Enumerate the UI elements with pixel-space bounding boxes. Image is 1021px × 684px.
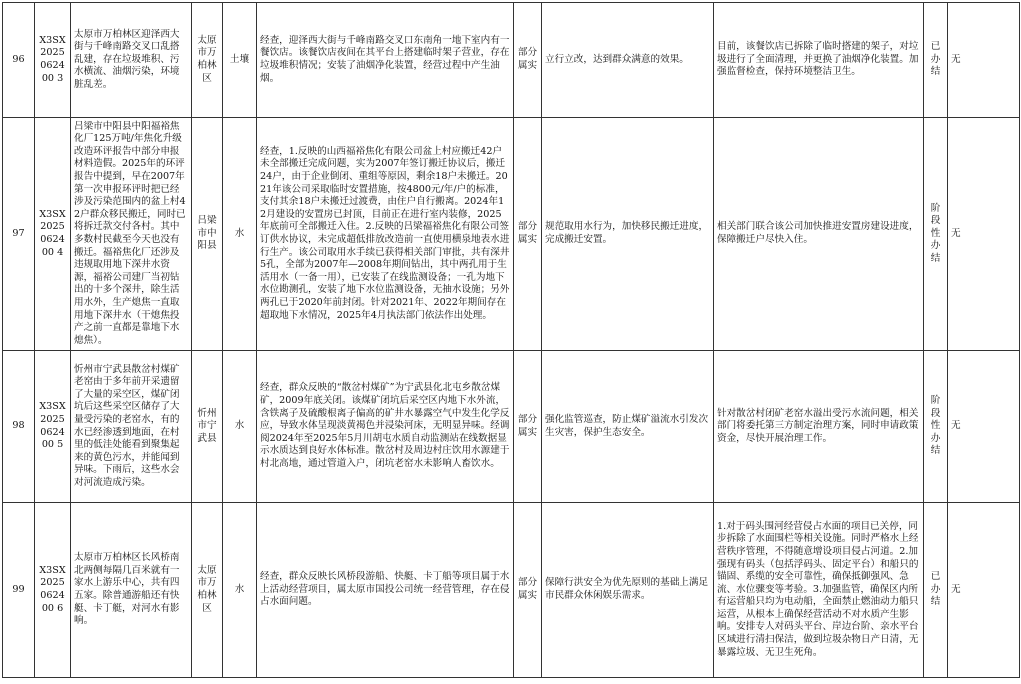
investigation-findings: 经查，迎泽西大街与千峰南路交叉口东南角一地下室内有一餐饮店。该餐饮店夜间在其平台上搭建临时架子营业，存在垃圾堆积情况；安装了油烟净化装置，经营过程中产生油烟。 bbox=[257, 3, 514, 118]
case-code: X3SX2025062400 6 bbox=[35, 503, 71, 678]
handling-status: 已办结 bbox=[924, 503, 948, 678]
row-number: 97 bbox=[3, 118, 35, 351]
rectification-goal: 强化监管巡查，防止煤矿溢流水引发次生灾害，保护生态安全。 bbox=[542, 351, 714, 503]
rectification-goal: 立行立改，达到群众满意的效果。 bbox=[542, 3, 714, 118]
complaint-content: 吕梁市中阳县中阳福裕焦化厂125万吨/年焦化升级改造环评报告中部分申报材料造假。2025年的环评报告中提到，早在2007年第一次申报环评时把已经涉及污染范围内的盆上村42户群众移民搬迁，同时已将拆迁款交付各村。其中多数村民截至今天也没有搬迁。福裕焦化厂还涉及违规取用地下深井水资源，福裕公司建厂当初钻出的十多个深井，除生活用水外，生产熄焦一直取用地下深井水（干熄焦投产之前一直都是靠地下水熄焦）。 bbox=[71, 118, 192, 351]
accountability: 无 bbox=[948, 118, 1020, 351]
case-code: X3SX2025062400 5 bbox=[35, 351, 71, 503]
pollution-type: 水 bbox=[223, 503, 257, 678]
case-code: X3SX2025062400 4 bbox=[35, 118, 71, 351]
case-code: X3SX2025062400 3 bbox=[35, 3, 71, 118]
table-row bbox=[3, 3, 1020, 118]
pollution-type: 水 bbox=[223, 118, 257, 351]
verification-result: 部分属实 bbox=[514, 118, 542, 351]
accountability: 无 bbox=[948, 3, 1020, 118]
complaint-content: 忻州市宁武县散岔村煤矿老窑由于多年前开采遗留了大量的采空区，煤矿闭坑后这些采空区储存了大量受污染的老窑水，有的水已经渗透到地面，在村里的低洼处能看到聚集起来的黄色污水，并能闻到异味。下雨后，这些水会对河流造成污染。 bbox=[71, 351, 192, 503]
table-row bbox=[3, 503, 1020, 678]
rectification-progress: 相关部门联合该公司加快推进安置房建设进度，保障搬迁户尽快入住。 bbox=[714, 118, 924, 351]
handling-status: 阶段性办结 bbox=[924, 351, 948, 503]
administrative-area: 忻州市宁武县 bbox=[192, 351, 223, 503]
rectification-goal: 规范取用水行为，加快移民搬迁进度，完成搬迁安置。 bbox=[542, 118, 714, 351]
accountability: 无 bbox=[948, 503, 1020, 678]
handling-status: 阶段性办结 bbox=[924, 118, 948, 351]
row-number: 98 bbox=[3, 351, 35, 503]
investigation-findings: 经查，1.反映的山西福裕焦化有限公司盆上村应搬迁42户未全部搬迁完成问题，实为2007年签订搬迁协议后，搬迁24户，由于企业倒闭、重组等原因，剩余18户未搬迁。2021年该公司采取临时安置措施，按4800元/年/户的标准，支付其余18户未搬迁过渡费，由住户自行搬离。2024年12月建设的安置房已封顶，目前正在进行室内装修，2025年底前可全部搬迁入住。2.反映的吕梁福裕焦化有限公司签订供水协议，未完成超低排放改造前一直使用横泉地表水进行生产。该公司取用水手续已获得相关部门审批，共有深井5孔，全部为2007年—2008年期间钻出，其中两孔用于生活用水（一备一用），已安装了在线监测设备；一孔为地下水位勘测孔，安装了地下水位监测设备，无抽水设施；另外两孔已于2020年前封闭。针对2021年、2022年期间存在超取地下水情况，2025年4月执法部门依法作出处理。 bbox=[257, 118, 514, 351]
rectification-goal: 保障行洪安全为优先原则的基础上满足市民群众休闲娱乐需求。 bbox=[542, 503, 714, 678]
rectification-progress: 针对散岔村闭矿老窑水溢出受污水流问题，相关部门将委托第三方制定治理方案，同时申请政策资金，尽快开展治理工作。 bbox=[714, 351, 924, 503]
rectification-progress: 1.对于码头围河经营侵占水面的项目已关停，同步拆除了水面围栏等相关设施。同时严格水上经营秩序管理，不得随意增设项目侵占河道。2.加强现有码头（包括浮码头、固定平台）和船只的锚固、系缆的安全可靠性，确保抵御强风、急流、水位骤变等考验。3.加强监管，确保区内所有运营船只均为电动船，全面禁止燃油动力船只运营，从根本上确保经营活动不对水质产生影响。安排专人对码头平台、岸边台阶、亲水平台区域进行清扫保洁，做到垃圾杂物日产日清，无暴露垃圾、无卫生死角。 bbox=[714, 503, 924, 678]
complaint-content: 太原市万柏林区长风桥南北两侧每隔几百米就有一家水上游乐中心，共有四五家。除普通游船还有快艇、卡丁艇，对河水有影响。 bbox=[71, 503, 192, 678]
administrative-area: 太原市万柏林区 bbox=[192, 503, 223, 678]
accountability: 无 bbox=[948, 351, 1020, 503]
handling-status: 已办结 bbox=[924, 3, 948, 118]
pollution-type: 土壤 bbox=[223, 3, 257, 118]
pollution-type: 水 bbox=[223, 351, 257, 503]
verification-result: 部分属实 bbox=[514, 351, 542, 503]
investigation-findings: 经查，群众反映长风桥段游船、快艇、卡丁船等项目属于水上活动经营项目，属太原市国投公司统一经营管理，存在侵占水面问题。 bbox=[257, 503, 514, 678]
investigation-findings: 经查，群众反映的“散岔村煤矿”为宁武县化北屯乡散岔煤矿，2009年底关闭。该煤矿闭坑后采空区内地下水外流，含铁离子及硫酸根离子偏高的矿井水暴露空气中发生化学反应，导致水体呈现淡黄褐色并浸染河床，无明显异味。经调阅2024年至2025年5月川胡屯水质自动监测站在线数据显示水质达到良好水体标准。散岔村及周边村庄饮用水源建于村北高地，通过管道入户，闭坑老窑水未影响人畜饮水。 bbox=[257, 351, 514, 503]
complaint-content: 太原市万柏林区迎泽西大街与千峰南路交叉口乱搭乱建，存在垃圾堆积、污水横流、油烟污染，环境脏乱差。 bbox=[71, 3, 192, 118]
rectification-progress: 目前，该餐饮店已拆除了临时搭建的架子，对垃圾进行了全面清理，并更换了油烟净化装置。加强监督检查，保持环境整洁卫生。 bbox=[714, 3, 924, 118]
administrative-area: 太原市万柏林区 bbox=[192, 3, 223, 118]
row-number: 96 bbox=[3, 3, 35, 118]
row-number: 99 bbox=[3, 503, 35, 678]
verification-result: 部分属实 bbox=[514, 3, 542, 118]
verification-result: 部分属实 bbox=[514, 503, 542, 678]
case-table bbox=[2, 2, 1020, 678]
administrative-area: 吕梁市中阳县 bbox=[192, 118, 223, 351]
table-row bbox=[3, 351, 1020, 503]
table-row bbox=[3, 118, 1020, 351]
